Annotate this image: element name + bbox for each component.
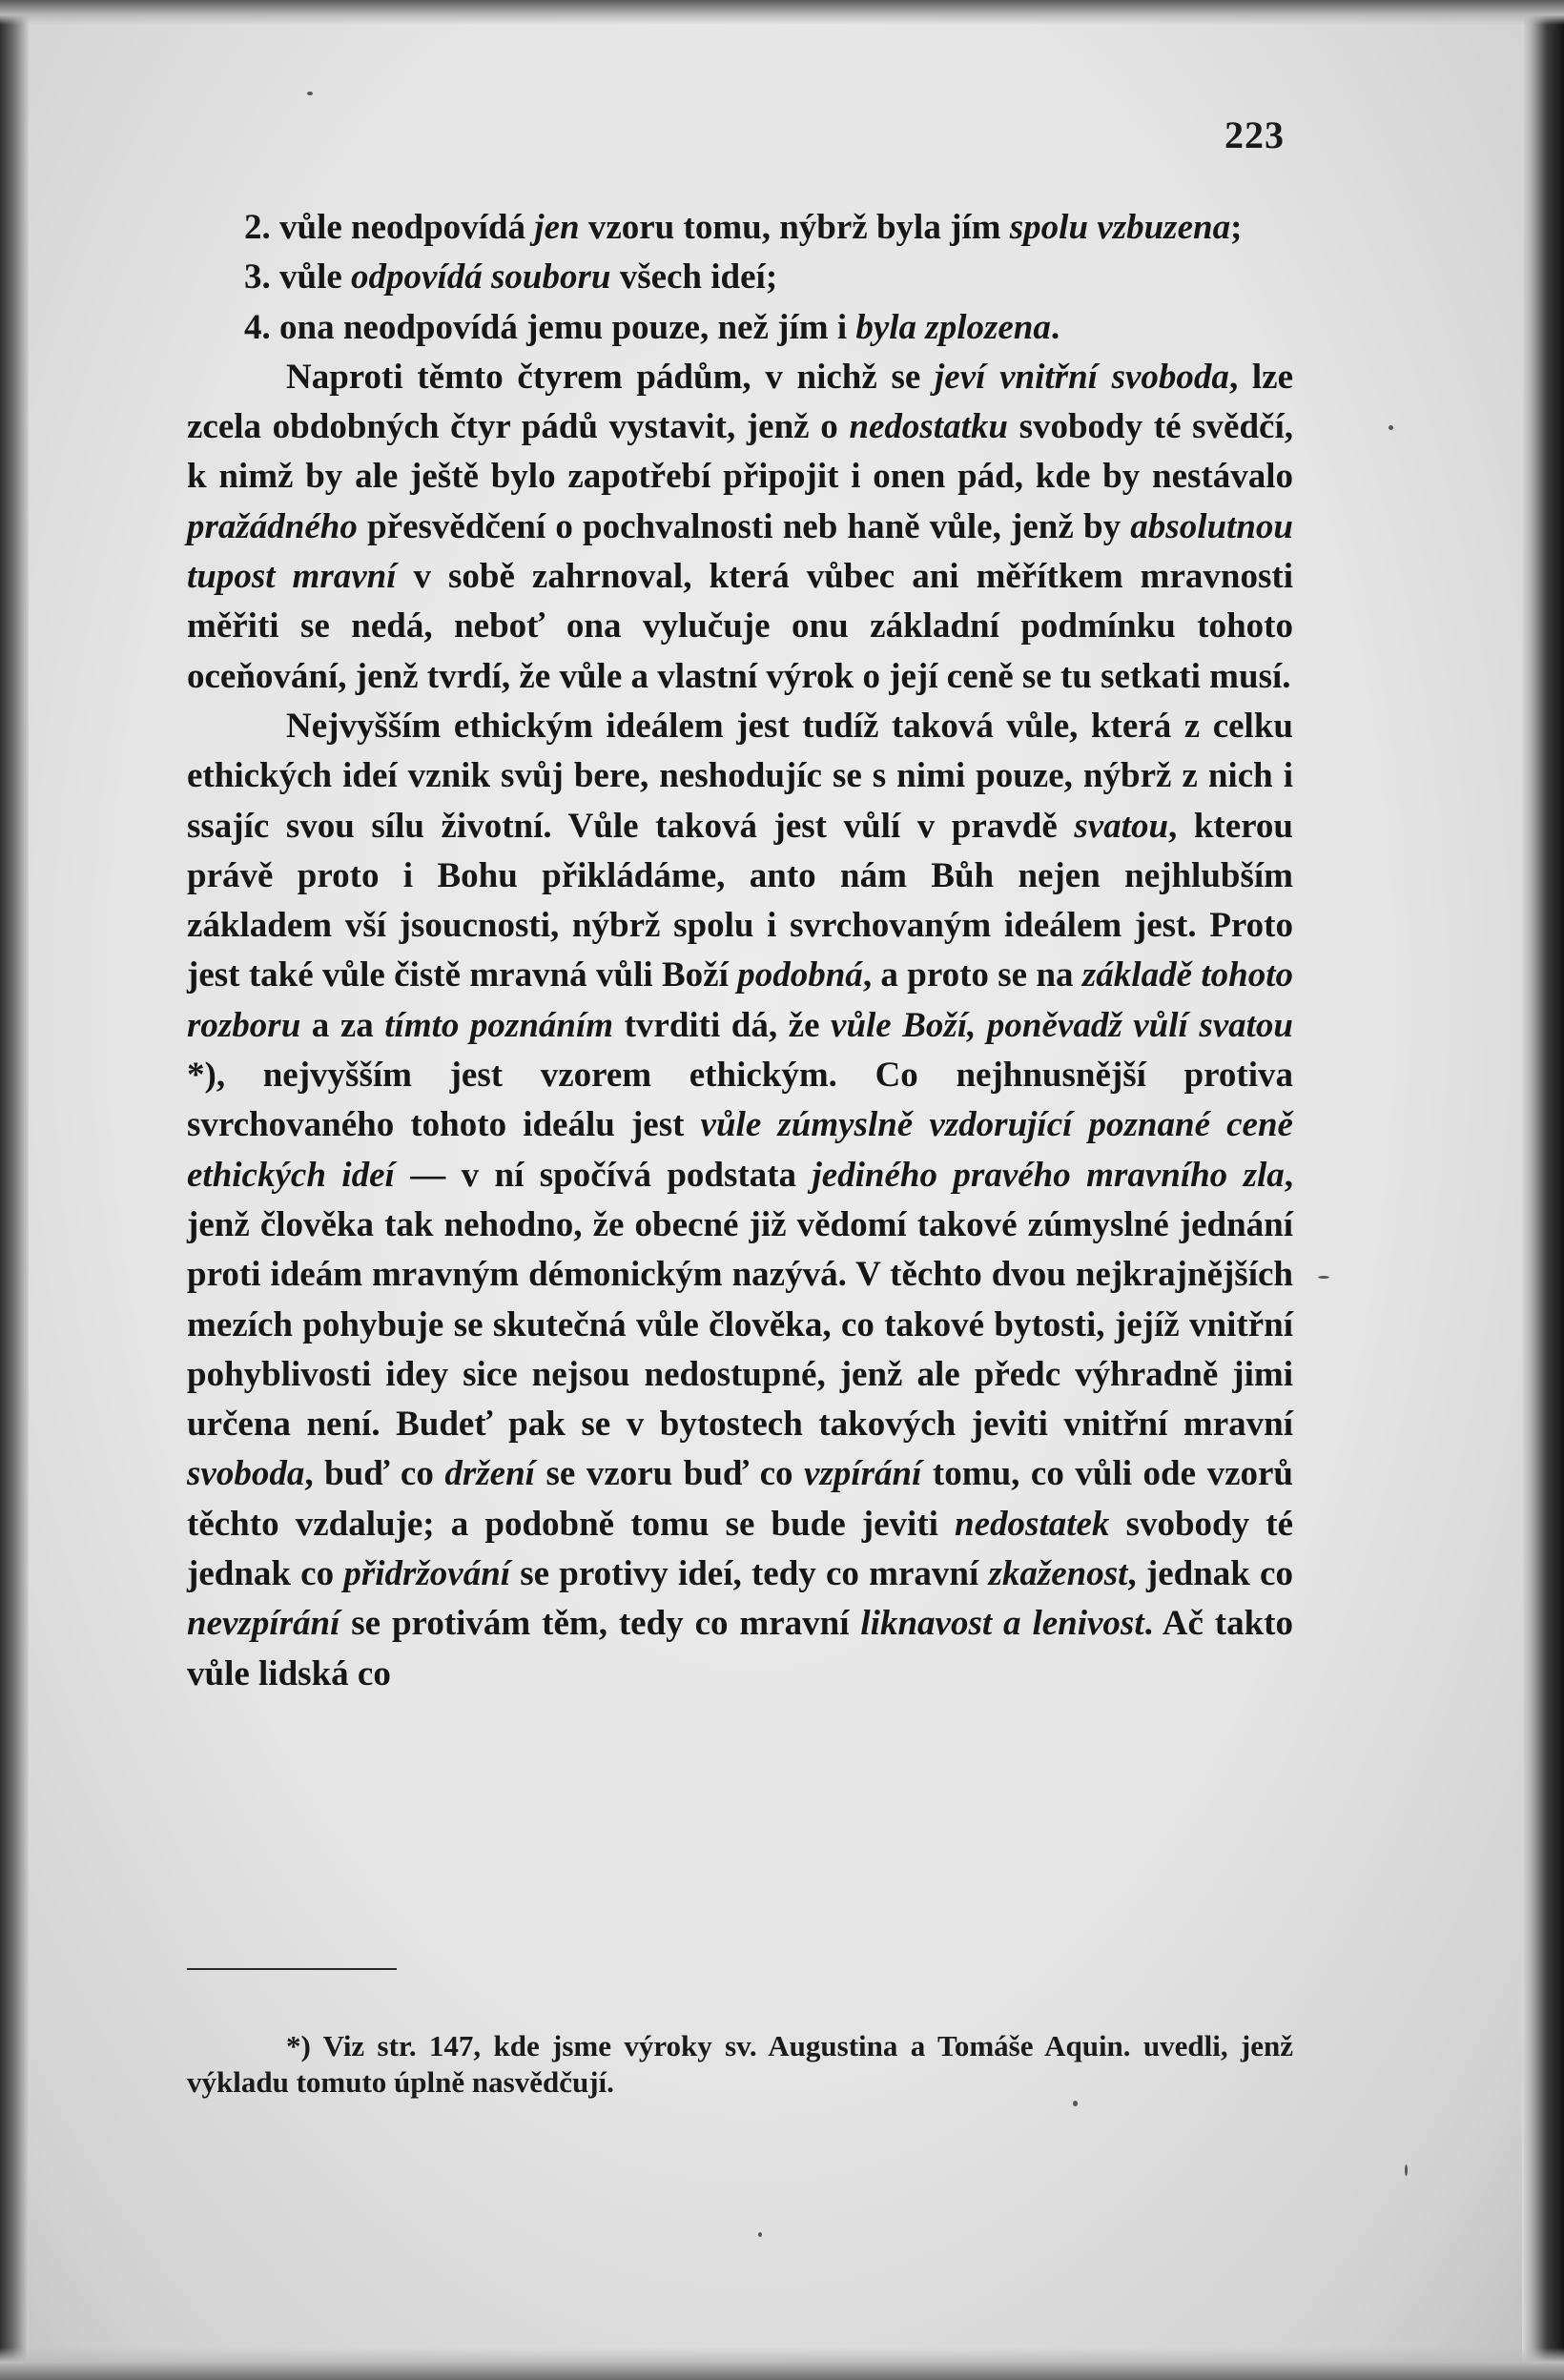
text-run: svobody té svědčí, k nimž by ale ještě bylo zapotřebí připojit i onen pád, kde by nestávalo — [187, 407, 1294, 497]
text-run: v sobě zahrnoval, která vůbec ani měřítkem mravnosti měřiti se nedá, neboť ona vylučuje onu základní podmínku tohoto oceňování, jenž tvrdí, že vůle a vlastní výrok o její ceně se tu setkati musí. — [187, 557, 1293, 696]
text-run: Nejvyšším ethickým ideálem jest tudíž taková vůle, která z celku ethických ideí vznik svůj bere, neshodujíc se s nimi pouze, nýbrž z nich i ssajíc svou sílu životní. Vůle taková jest vůlí v pravdě — [187, 706, 1293, 846]
paragraph — [187, 353, 1293, 702]
emphasized-text: jen — [534, 208, 580, 247]
emphasized-text: zkaženost — [988, 1554, 1128, 1594]
text-run: Naproti těmto čtyrem pádům, v nichž se — [286, 357, 936, 397]
list-item — [187, 303, 1293, 353]
bottom-page-edge-shadow — [0, 2348, 1564, 2380]
text-run: *), nejvyšším jest vzorem ethickým. Co nejhnusnější protiva svrchovaného tohoto ideálu jest — [187, 1056, 1293, 1145]
text-run: vůle neodpovídá — [279, 208, 535, 247]
top-page-edge-shadow — [0, 0, 1564, 25]
text-run: a za — [300, 1005, 385, 1045]
text-run: svobody té jednak co — [187, 1504, 1293, 1594]
emphasized-text: přidržování — [343, 1554, 511, 1594]
text-run: vůle — [279, 257, 352, 298]
text-run: přesvědčení o pochvalnosti neb haně vůle, jenž by — [357, 506, 1131, 546]
right-page-edge-shadow — [1522, 0, 1564, 2380]
scan-speck — [758, 2232, 762, 2237]
text-run: ; — [1230, 208, 1243, 247]
text-run: , lze zcela obdobných čtyr pádů vystavit, jenž o — [187, 357, 1294, 447]
text-run: ona neodpovídá jemu pouze, než jím i — [279, 307, 856, 347]
emphasized-text: absolutnou tupost mravní — [187, 506, 1293, 597]
left-page-edge-shadow — [0, 0, 29, 2380]
text-run: se vzoru buď co — [534, 1454, 805, 1494]
emphasized-text: odpovídá souboru — [351, 257, 611, 298]
emphasized-text: držení — [444, 1454, 535, 1494]
emphasized-text: svoboda — [187, 1454, 305, 1494]
page-number: 223 — [1224, 113, 1285, 156]
emphasized-text: pražádného — [187, 506, 358, 546]
scan-speck — [1073, 2101, 1078, 2106]
text-run: , kterou právě proto i Bohu přikládáme, anto nám Bůh nejen nejhlubším základem vší jsoucnosti, nýbrž spolu i svrchovaným ideálem jest. Proto jest také vůle čistě mravná vůli Boží — [187, 806, 1294, 995]
text-run: , jednak co — [1127, 1554, 1293, 1594]
emphasized-text: nedostatku — [849, 407, 1008, 447]
text-run: . Ač takto vůle lidská co — [187, 1604, 1293, 1693]
list-item-number: 4. — [244, 307, 279, 347]
emphasized-text: liknavost a lenivost — [860, 1604, 1144, 1644]
emphasized-text: vůle zúmyslně vzdorující poznané ceně ethických ideí — [187, 1105, 1293, 1195]
emphasized-text: vzpírání — [804, 1454, 922, 1494]
body-paragraphs — [187, 353, 1293, 1699]
emphasized-text: jeví vnitřní svoboda — [935, 357, 1229, 397]
emphasized-text: spolu vzbuzena — [1009, 208, 1231, 247]
text-run: tvrditi dá, že — [613, 1005, 832, 1045]
emphasized-text: nedostatek — [955, 1504, 1110, 1544]
emphasized-text: nevzpírání — [187, 1604, 340, 1644]
paragraph — [187, 702, 1293, 1699]
text-run: . — [1050, 307, 1060, 347]
emphasized-text: vůle Boží, poněvadž vůlí svatou — [831, 1005, 1293, 1045]
scan-speck — [1405, 2165, 1408, 2176]
list-item — [187, 253, 1293, 302]
footnote-separator-rule — [187, 1968, 397, 1970]
scan-speck — [1318, 1276, 1329, 1279]
list-item-number: 2. — [244, 208, 279, 247]
emphasized-text: svatou — [1074, 806, 1169, 846]
text-run: , a proto se na — [862, 955, 1082, 995]
text-run: vzoru tomu, nýbrž byla jím — [579, 208, 1010, 247]
numbered-list — [187, 203, 1293, 353]
text-run: — v ní spočívá podstata — [394, 1155, 813, 1195]
emphasized-text: byla zplozena — [855, 307, 1051, 347]
text-run: , jenž člověka tak nehodno, že obecné již vědomí takové zúmyslné jednání proti ideám mravným démonickým nazývá. V těchto dvou nejkrajnějších mezích pohybuje se skutečná vůle člověka, co takové bytosti, jejíž vnitřní pohyblivosti idey sice nejsou nedostupné, jenž ale předc výhradně jimi určena není. Budeť pak se v bytostech takových jeviti vnitřní mravní — [187, 1155, 1294, 1445]
emphasized-text: podobná — [737, 955, 863, 995]
list-item-number: 3. — [244, 257, 279, 298]
text-run: se protivám těm, tedy co mravní — [340, 1604, 861, 1644]
emphasized-text: základě tohoto rozboru — [187, 955, 1293, 1045]
footnote: *) Viz str. 147, kde jsme výroky sv. Augustina a Tomáše Aquin. uvedli, jenž výkladu tomuto úplně nasvědčují. — [187, 2029, 1293, 2099]
scan-speck — [307, 92, 313, 95]
text-run: , buď co — [304, 1454, 445, 1494]
scan-speck — [1389, 425, 1393, 430]
main-text — [187, 203, 1293, 1699]
text-run: všech ideí; — [610, 257, 778, 298]
emphasized-text: jediného pravého mravního zla — [812, 1155, 1285, 1195]
emphasized-text: tímto poznáním — [384, 1005, 614, 1045]
list-item — [187, 203, 1293, 253]
text-run: tomu, co vůli ode vzorů těchto vzdaluje; a podobně tomu se bude jeviti — [187, 1454, 1293, 1544]
text-run: se protivy ideí, tedy co mravní — [510, 1554, 989, 1594]
